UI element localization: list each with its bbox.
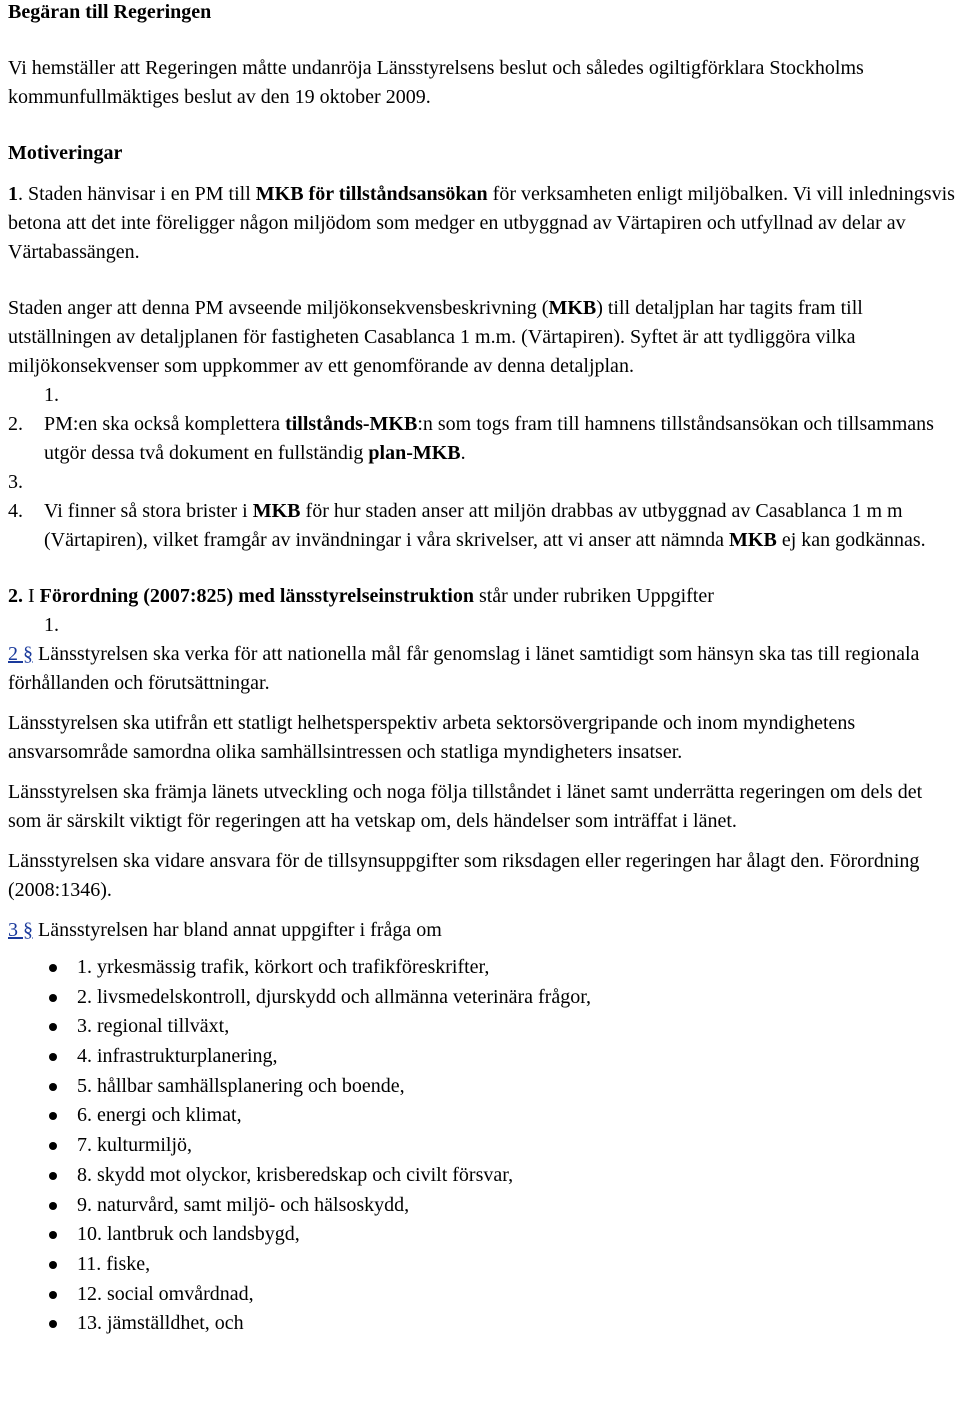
bullet-item-text: 9. naturvård, samt miljö- och hälsoskydd,: [77, 1193, 410, 1216]
bullet-item-text: 6. energi och klimat,: [77, 1104, 242, 1127]
list-number: 2.: [8, 413, 23, 435]
bullet-list-item: [8, 1309, 958, 1339]
bold-run: MKB: [548, 297, 597, 319]
paragraph-utveckling: Länsstyrelsen ska främja länets utveckling och noga följa tillståndet i länet samt underrätta regeringen om dels det som är särskilt viktigt för regeringen att ha vetskap om, dels händelser som inträffat i länet.: [8, 781, 923, 832]
text-run: ) till detaljplan har tagits fram till utställningen av detaljplanen för fastigheten Casablanca 1 m.m. (Värtapiren). Syftet är att tydliggöra vilka miljökonsekvenser som uppkommer av ett genomförande av denna detaljplan.: [8, 297, 863, 377]
tasks-bullet-list: [8, 953, 958, 1339]
bullet-dot-icon: [49, 1320, 57, 1328]
list-item: [8, 410, 958, 468]
list-number: 1.: [44, 614, 59, 636]
text-run: för verksamheten enligt miljöbalken. Vi vill inledningsvis betona att det inte föreligger någon miljödom som medger en utbyggnad av Värtapiren och utfyllnad av delar av Värtabassängen.: [8, 183, 955, 263]
paragraph-2-paragraf: [8, 640, 958, 698]
intro-paragraph: Vi hemställer att Regeringen måtte undanröja Länsstyrelsens beslut och således ogiltigförklara Stockholms kommunfullmäktiges beslut av den 19 oktober 2009.: [8, 57, 864, 108]
bullet-list-item: [8, 1191, 958, 1221]
bullet-dot-icon: [49, 1112, 57, 1120]
text-run: Länsstyrelsen ska verka för att nationella mål får genomslag i länet samtidigt som hänsyn ska tas till regionala förhållanden och förutsättningar.: [8, 643, 920, 694]
text-run: ej kan godkännas.: [776, 529, 926, 551]
point-2-sublist: [8, 611, 958, 640]
bullet-dot-icon: [49, 994, 57, 1002]
list-item-text: [44, 410, 958, 468]
bullet-item-text: 4. infrastrukturplanering,: [77, 1045, 278, 1068]
bold-run: MKB: [729, 529, 777, 551]
bullet-list-item: [8, 1012, 958, 1042]
text-run: :n som togs fram till hamnens tillståndsansökan och tillsammans utgör dessa två dokument en fullständig: [44, 413, 934, 464]
bullet-dot-icon: [49, 964, 57, 972]
list-number: 1.: [44, 384, 59, 406]
bullet-dot-icon: [49, 1142, 57, 1150]
section-heading-motiveringar: Motiveringar: [8, 142, 123, 164]
bullet-item-text: 8. skydd mot olyckor, krisberedskap och civilt försvar,: [77, 1163, 514, 1186]
point-number: 2.: [8, 585, 23, 607]
bullet-list-item: [8, 1161, 958, 1191]
text-run: I: [23, 585, 40, 607]
bullet-item-text: 13. jämställdhet, och: [77, 1312, 244, 1335]
point-number: 1: [8, 183, 18, 205]
bold-run: Förordning (2007:825) med länsstyrelseinstruktion: [39, 585, 474, 607]
list-item: [8, 381, 958, 410]
bullet-list-item: [8, 1131, 958, 1161]
text-run: Länsstyrelsen har bland annat uppgifter i fråga om: [33, 919, 442, 941]
bullet-list-item: [8, 983, 958, 1013]
bullet-item-text: 7. kulturmiljö,: [77, 1134, 192, 1157]
list-item: [8, 497, 958, 555]
bullet-dot-icon: [49, 1291, 57, 1299]
text-run: Vi finner så stora brister i: [44, 500, 253, 522]
bullet-list-item: [8, 1072, 958, 1102]
text-run: . Staden hänvisar i en PM till: [18, 183, 256, 205]
paragraph-3-link[interactable]: 3 §: [8, 919, 33, 941]
paragraph-2-link[interactable]: 2 §: [8, 643, 33, 665]
bullet-item-text: 12. social omvårdnad,: [77, 1282, 254, 1305]
bullet-item-text: 10. lantbruk och landsbygd,: [77, 1223, 300, 1246]
text-run: Staden anger att denna PM avseende miljökonsekvensbeskrivning (: [8, 297, 549, 319]
numbered-sublist: [8, 381, 958, 555]
bullet-list-item: [8, 1250, 958, 1280]
list-item: [8, 611, 958, 640]
paragraph-3-paragraf: [8, 916, 958, 945]
bullet-item-text: 5. hållbar samhällsplanering och boende,: [77, 1074, 405, 1097]
bullet-item-text: 2. livsmedelskontroll, djurskydd och allmänna veterinära frågor,: [77, 985, 592, 1008]
text-run: PM:en ska också komplettera: [44, 413, 286, 435]
bullet-item-text: 11. fiske,: [77, 1252, 151, 1275]
point-1-paragraph: [8, 180, 958, 267]
list-number: 4.: [8, 500, 23, 522]
bold-run: MKB för tillståndsansökan: [255, 183, 488, 205]
bullet-dot-icon: [49, 1023, 57, 1031]
list-number: 3.: [8, 471, 23, 493]
list-item-text: [44, 497, 958, 555]
paragraph-helhetsperspektiv: Länsstyrelsen ska utifrån ett statligt helhetsperspektiv arbeta sektorsövergripande och inom myndighetens ansvarsområde samordna olika samhällsintressen och statliga myndigheters insatser.: [8, 712, 856, 763]
bullet-list-item: [8, 953, 958, 983]
bold-run: plan-MKB: [368, 442, 461, 464]
point-2-paragraph: [8, 582, 958, 611]
bullet-item-text: 1. yrkesmässig trafik, körkort och trafikföreskrifter,: [77, 956, 490, 978]
bullet-dot-icon: [49, 1261, 57, 1269]
bullet-dot-icon: [49, 1053, 57, 1061]
text-run: för hur staden anser att miljön drabbas av utbyggnad av Casablanca 1 m m (Värtapiren), vilket framgår av invändningar i våra skrivelser, att vi anser att nämnda: [44, 500, 903, 551]
page-title: Begäran till Regeringen: [8, 1, 212, 23]
mkb-paragraph: [8, 294, 958, 381]
bullet-dot-icon: [49, 1172, 57, 1180]
bullet-item-text: 3. regional tillväxt,: [77, 1015, 230, 1038]
text-run: .: [460, 442, 466, 464]
bullet-list-item: [8, 1101, 958, 1131]
bullet-list-item: [8, 1220, 958, 1250]
bullet-dot-icon: [49, 1083, 57, 1091]
paragraph-tillsyn: Länsstyrelsen ska vidare ansvara för de tillsynsuppgifter som riksdagen eller regeringen har ålagt den. Förordning (2008:1346).: [8, 850, 920, 901]
bullet-dot-icon: [49, 1231, 57, 1239]
text-run: står under rubriken Uppgifter: [473, 585, 714, 607]
bullet-dot-icon: [49, 1202, 57, 1210]
bold-run: MKB: [252, 500, 301, 522]
bold-run: tillstånds-MKB: [285, 413, 418, 435]
document-page: [8, 0, 958, 1339]
bullet-list-item: [8, 1280, 958, 1310]
list-item: [8, 468, 958, 497]
bullet-list-item: [8, 1042, 958, 1072]
